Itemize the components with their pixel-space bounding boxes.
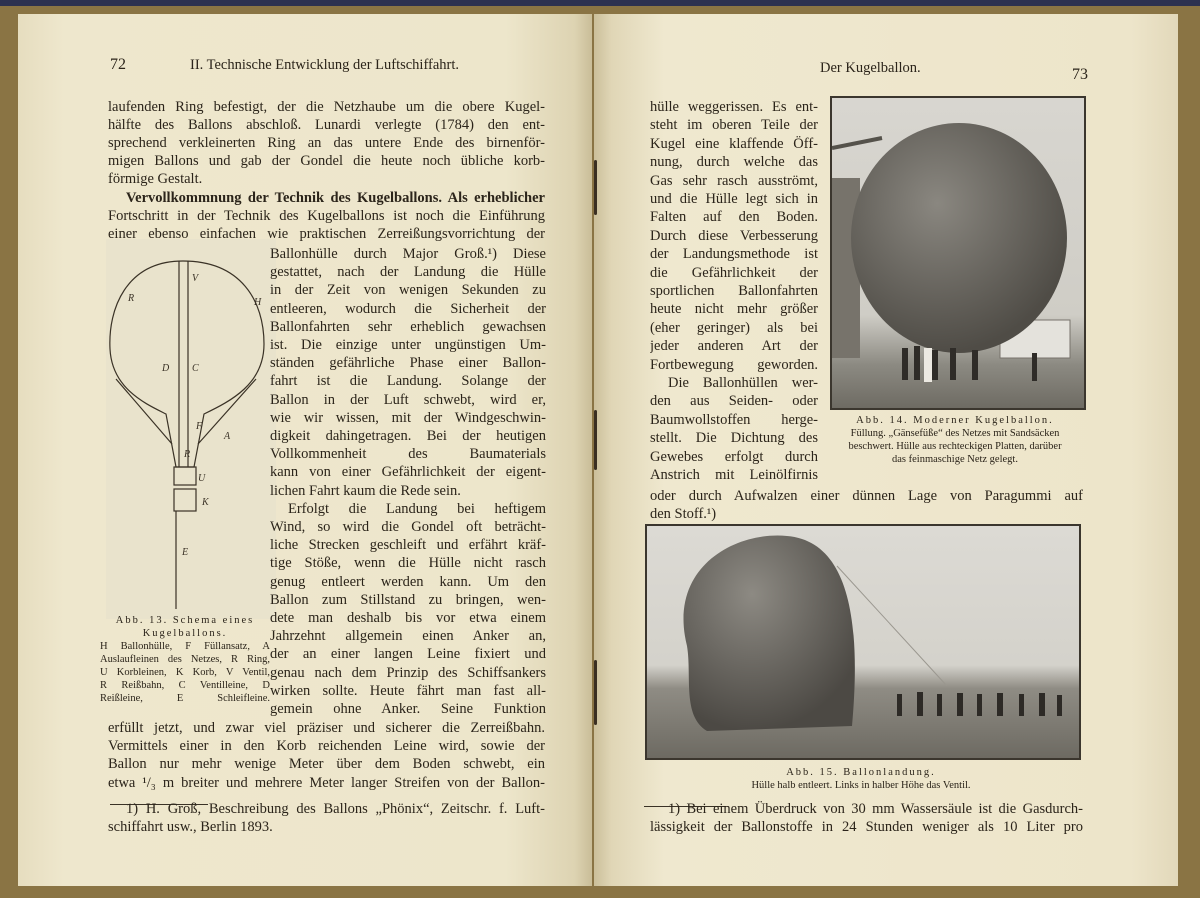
- text-line: einer ebenso einfachen wie praktischen Zerreißungsvorrichtung der: [108, 225, 545, 242]
- label-r: R: [128, 293, 135, 304]
- text-line: Ballon nur mehr wenige Meter über dem Boden schwebt, ein: [108, 756, 545, 773]
- caption-title: Abb. 14. Moderner Kugelballon.: [856, 415, 1054, 426]
- caption-line: R Reißbahn, C Ventilleine, D: [100, 680, 270, 691]
- text-line: Die Ballonhüllen wer-: [668, 375, 818, 391]
- label-a: A: [224, 431, 231, 442]
- text-line: liche Strecken geschleift und erfährt kräf-: [270, 537, 546, 554]
- text-line: stellt. Die Dichtung des: [650, 430, 818, 447]
- text-line: ist. Die einzige unter ungünstigen Um-: [270, 337, 546, 353]
- text-line: Jahrzehnt allgemein einen Anker an,: [270, 628, 546, 645]
- figure-15-caption: [645, 766, 1077, 792]
- text-line: Gewebes erfolgt durch: [650, 448, 818, 465]
- label-c: C: [192, 363, 199, 374]
- text-line: schiffahrt usw., Berlin 1893.: [108, 819, 273, 835]
- figure-13-diagram: [106, 239, 276, 619]
- text-line: jeder anderen Art der: [650, 338, 818, 355]
- page-number: 73: [1072, 66, 1088, 83]
- text-line: Vermittels einer in den Korb reichenden Leine wird, sowie der: [108, 738, 545, 755]
- text-line: ständen gefährliche Phase einer Ballon-: [270, 355, 546, 372]
- running-head: II. Technische Entwicklung der Luftschiffahrt.: [190, 57, 460, 73]
- text-line: Gas sehr rasch ausströmt,: [650, 172, 818, 189]
- text-line: tige Stöße, wenn die Hülle nicht rasch: [270, 555, 546, 572]
- figure-13-caption: [100, 614, 270, 705]
- label-k: K: [202, 497, 209, 508]
- text-line: Baumwollstoffen herge-: [650, 411, 818, 428]
- text-line: und die Hülle legt sich in: [650, 191, 818, 207]
- caption-line: beschwert. Hülle aus rechteckigen Platten, darüber: [848, 441, 1062, 452]
- text-line: migen Ballons und gab der Gondel die heute noch übliche korb-: [108, 153, 545, 170]
- text-line: 1) Bei einem Überdruck von 30 mm Wassersäule ist die Gasdurch-: [668, 801, 1083, 817]
- text-line: sprechend verkleinerten Ring an das untere Ende des birnenför-: [108, 135, 545, 152]
- text-line: entleeren, wodurch die Sicherheit der: [270, 300, 546, 317]
- label-d: D: [162, 363, 170, 374]
- binding-thread: [594, 160, 597, 215]
- text-line: steht im oberen Teile der: [650, 117, 818, 134]
- text-line: Ballon in der Luft schwebt, wird er,: [270, 391, 546, 408]
- balloon-schema-drawing: [106, 239, 276, 619]
- running-head: Der Kugelballon.: [820, 60, 921, 76]
- text-line: lichen Fahrt kaum die Rede sein.: [270, 482, 461, 499]
- text-line: Falten auf den Boden.: [650, 209, 818, 226]
- figure-14-photo: [830, 96, 1086, 410]
- text-line: Ballonfahrten sehr erheblich gewachsen: [270, 318, 546, 335]
- text-line: Durch diese Verbesserung: [650, 227, 818, 244]
- text-line: Ballon zum Stillstand zu bringen, wen-: [270, 591, 546, 608]
- label-f: F: [196, 421, 203, 432]
- page-number: 72: [110, 56, 126, 73]
- label-e: E: [182, 547, 189, 558]
- text-line: Anstrich mit Leinölfirnis: [650, 467, 818, 483]
- text-line: digkeit dahingetragen. Bei der heutigen: [270, 428, 546, 444]
- caption-line: U Korbleinen, K Korb, V Ventil,: [100, 667, 270, 678]
- text-line: Ballonhülle durch Major Groß.¹) Diese: [270, 246, 546, 262]
- binding-thread: [594, 410, 597, 470]
- kugelballon-photo-drawing: [832, 98, 1084, 408]
- text-line: sportlichen Ballonfahrten: [650, 283, 818, 299]
- text-line: Fortschritt in der Technik des Kugelballons ist noch die Einführung: [108, 207, 545, 224]
- right-page: [594, 14, 1178, 886]
- text-line: genau nach dem Prinzip des Schiffsankers: [270, 664, 546, 681]
- caption-line: Hülle halb entleert. Links in halber Höhe das Ventil.: [751, 780, 971, 791]
- text-line: fahrt ist die Landung. Solange der: [270, 373, 546, 390]
- caption-line: Auslaufleinen des Netzes, R Ring,: [100, 654, 270, 665]
- text-line: wirken sollte. Heute fährt man fast all-: [270, 682, 546, 699]
- text-line: Vollkommenheit des Baumaterials: [270, 446, 546, 463]
- caption-title: Abb. 13. Schema eines Kugelballons.: [115, 615, 255, 639]
- binding-thread: [594, 660, 597, 725]
- text-line: etwa ¹/₃ m breiter und mehrere Meter langer Streifen von der Ballon-: [108, 774, 545, 791]
- text-line: Fortbewegung geworden.: [650, 356, 818, 373]
- text-line: gestattet, nach der Landung die Hülle: [270, 264, 546, 281]
- figure-15-photo: [645, 524, 1081, 760]
- text-line: Vervollkommnung der Technik des Kugelballons. Als erheblicher: [126, 189, 545, 206]
- text-line: hälfte des Ballons abschloß. Lunardi verlegte (1784) den ent-: [108, 117, 545, 134]
- text-line: lässigkeit der Ballonstoffe in 24 Stunden weniger als 10 Liter pro: [650, 819, 1083, 835]
- figure-14-caption: [820, 414, 1090, 466]
- text-line: wie wir wissen, mit der Windgeschwin-: [270, 409, 546, 426]
- text-line: in der Zeit von wenigen Sekunden zu: [270, 282, 546, 299]
- label-u: U: [198, 473, 206, 484]
- label-ring: R: [184, 449, 191, 460]
- text-line: nung, durch welche das: [650, 154, 818, 171]
- text-line: (eher geringer) als bei: [650, 319, 818, 336]
- text-line: oder durch Aufwalzen einer dünnen Lage von Paragummi auf: [650, 488, 1083, 504]
- text-line: kann von einer Gefährlichkeit der eigent-: [270, 464, 546, 481]
- label-h: H: [254, 297, 262, 308]
- text-line: erfüllt jetzt, und zwar viel präziser und sicherer die Zerreißbahn.: [108, 720, 545, 736]
- left-page: [18, 14, 592, 886]
- caption-line: H Ballonhülle, F Füllansatz, A: [100, 641, 270, 652]
- text-line: Kugel eine klaffende Öff-: [650, 135, 818, 152]
- caption-line: Reißleine, E Schleifleine.: [100, 693, 270, 704]
- text-line: hülle weggerissen. Es ent-: [650, 99, 818, 115]
- text-line: heute nicht mehr größer: [650, 301, 818, 318]
- text-line: 1) H. Groß, Beschreibung des Ballons „Phönix“, Zeitschr. f. Luft-: [126, 801, 545, 817]
- text-line: genug entleert werden kann. Um den: [270, 573, 546, 590]
- text-line: förmige Gestalt.: [108, 171, 203, 188]
- text-line: die Gefährlichkeit der: [650, 264, 818, 281]
- text-line: den aus Seiden- oder: [650, 393, 818, 410]
- text-line: der an einer langen Leine fixiert und: [270, 646, 546, 663]
- text-line: den Stoff.¹): [650, 506, 717, 522]
- text-line: Wind, so wird die Gondel oft beträcht-: [270, 519, 546, 535]
- text-line: Erfolgt die Landung bei heftigem: [288, 500, 546, 517]
- caption-title: Abb. 15. Ballonlandung.: [786, 767, 936, 778]
- text-line: der Landungsmethode ist: [650, 246, 818, 263]
- text-line: laufenden Ring befestigt, der die Netzhaube um die obere Kugel-: [108, 99, 545, 115]
- caption-line: Füllung. „Gänsefüße“ des Netzes mit Sandsäcken: [850, 428, 1060, 439]
- text-line: gemein ohne Anker. Seine Funktion: [270, 701, 546, 717]
- label-v: V: [192, 273, 199, 284]
- ballonlandung-photo-drawing: [647, 526, 1079, 758]
- text-line: dete man deshalb bis vor etwa einem: [270, 610, 546, 626]
- caption-line: das feinmaschige Netz gelegt.: [892, 454, 1018, 465]
